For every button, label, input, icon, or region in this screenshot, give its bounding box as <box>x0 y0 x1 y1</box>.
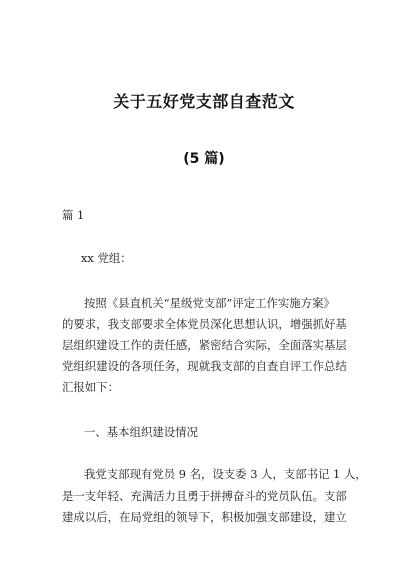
section-heading: 一、基本组织建设情况 <box>84 425 198 439</box>
salutation: xx 党组： <box>81 251 132 265</box>
paragraph-line: 我党支部现有党员 9 名，设支委 3 人，支部书记 1 人， <box>84 467 367 481</box>
document-title: 关于五好党支部自查范文 <box>113 92 295 111</box>
paragraph-line: 党组织建设的各项任务，现就我支部的自查自评工作总结 <box>62 359 347 373</box>
paragraph-line: 的要求，我支部要求全体党员深化思想认识，增强抓好基 <box>62 317 347 331</box>
paragraph-line: 是一支年轻、充满活力且勇于拼搏奋斗的党员队伍。支部 <box>62 489 347 503</box>
paragraph-line: 汇报如下： <box>62 380 119 394</box>
section-label: 篇 1 <box>62 208 85 222</box>
paragraph-line: 按照《县直机关“星级党支部”评定工作实施方案》 <box>84 296 335 310</box>
paragraph-line: 建成以后，在局党组的领导下，积极加强支部建设，建立 <box>62 510 347 524</box>
document-subtitle: (5 篇) <box>183 151 225 167</box>
paragraph-line: 层组织建设工作的责任感，紧密结合实际，全面落实基层 <box>62 338 347 352</box>
